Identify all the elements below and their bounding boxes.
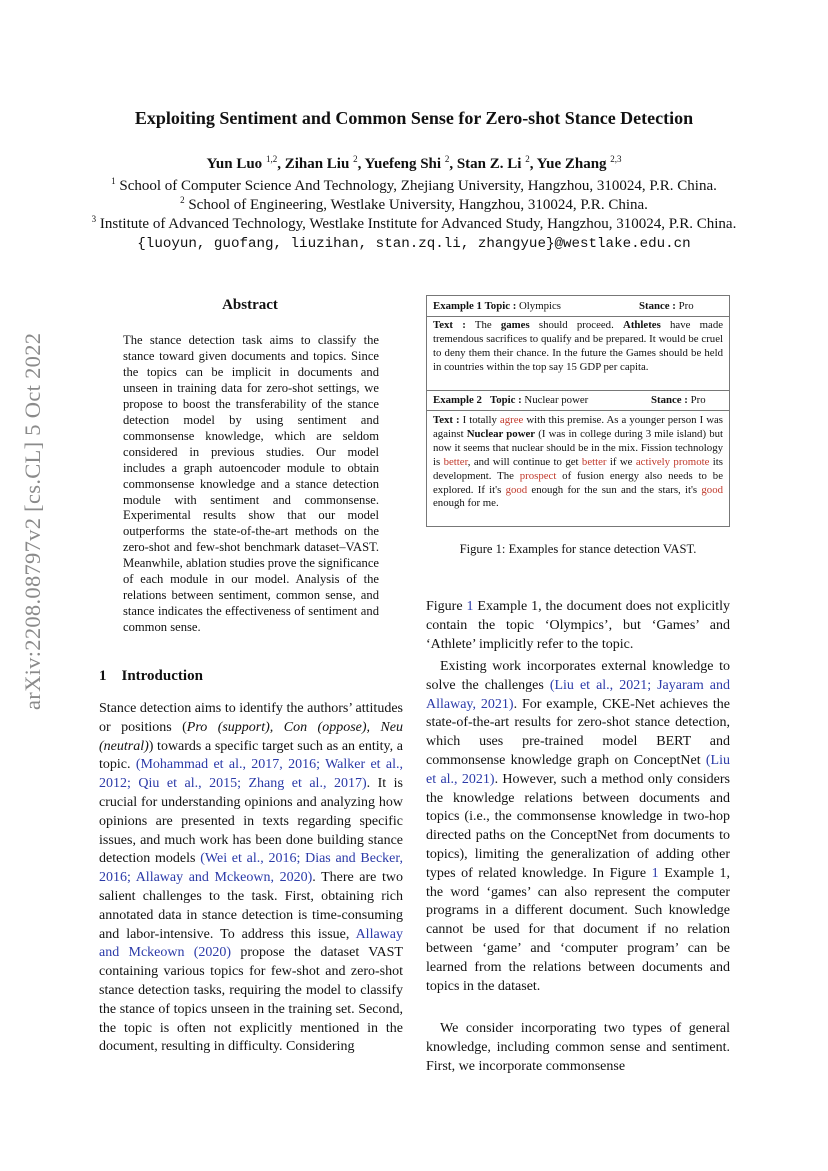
intro-paragraph: [426, 1020, 730, 1076]
text-run: its development. The: [433, 455, 723, 482]
author-emails: {luoyun, guofang, liuzihan, stan.zq.li, zhangyue}@westlake.edu.cn: [137, 236, 691, 252]
citation-link[interactable]: (Liu et al., 2021): [426, 752, 730, 787]
text-run: if we: [606, 455, 636, 468]
stance-label: Stance :: [651, 394, 688, 406]
sentiment-word: better: [443, 455, 468, 468]
citation-link[interactable]: (Wei et al., 2016; Dias and Becker, 2016; Allaway and Mckeown, 2020): [99, 851, 403, 886]
citation-link[interactable]: 1: [466, 599, 474, 614]
text-run: enough for me.: [433, 497, 499, 510]
keyword: Athletes: [623, 319, 661, 331]
author-affil-sup: 2,3: [610, 154, 622, 164]
example-label: Example 1: [433, 300, 482, 312]
example-divider: [427, 410, 729, 411]
author-name: Stan Z. Li: [456, 156, 522, 172]
stance-value: Pro: [678, 300, 694, 312]
intro-paragraph: [99, 700, 403, 1057]
text-run: I totally: [459, 414, 500, 426]
text-run: propose the dataset VAST containing various topics for few-shot and zero-shot stance detection tasks, requiring the model to classify the stance of topics unseen in the training set. Second, the topic is often not explicitly mentioned in the document, resulting in difficulty. Considering: [99, 945, 403, 1055]
example-header: [433, 394, 723, 408]
author-affil-sup: 2: [444, 154, 450, 164]
citation-link[interactable]: (Liu et al., 2021; Jayaram and Allaway, 2021): [426, 677, 730, 712]
text-run: . For example, CKE-Net achieves the state-of-the-art results for zero-shot stance detection, which uses pre-trained model BERT and commonsense knowledge graph on ConceptNet: [426, 696, 730, 768]
citation-link[interactable]: 1: [651, 865, 659, 881]
example-header: [433, 300, 723, 314]
example-text: [433, 319, 723, 375]
affiliation-text: School of Computer Science And Technology, Zhejiang University, Hangzhou, 310024, P.R. China.: [119, 178, 717, 194]
abstract-heading: Abstract: [222, 297, 278, 313]
example-divider: [427, 316, 729, 317]
text-run: ) towards a specific target such as an entity, a topic.: [99, 738, 403, 773]
sentiment-word: better: [581, 455, 607, 468]
text-run: with this premise. As a younger person I was against: [433, 414, 723, 440]
affiliation-number: 2: [180, 195, 185, 205]
text-run: . It is crucial for understanding opinions and analyzing how opinions are presented in texts regarding specific issues, and much work has been done building stance detection models: [99, 776, 403, 867]
text-run: have made tremendous sacrifices to qualify and be prepared. It would be cruel to deny them their chance. In the future the Games should be held in countries within the top say 15 GDP per capita.: [433, 319, 724, 373]
affiliation: [0, 176, 828, 195]
abstract-text: The stance detection task aims to classify the stance toward given documents and topics. Since the topics can be implicit in documents and unseen in training data for zero-shot settings, we propose to boost the transferability of the stance detection model by using sentiment and commonsense knowledge, which are seldom considered in previous studies. Our model includes a graph autoencoder module to obtain commonsense knowledge and a stance detection module with sentiment and commonsense. Experimental results show that our model outperforms the state-of-the-art methods on the zero-shot and few-shot benchmark dataset–VAST. Meanwhile, ablation studies prove the significance of each module in our model. Analysis of the relations between sentiment, common sense, and stance indicates the effectiveness of sentiment and common sense.: [123, 333, 379, 635]
text-label: Text :: [433, 414, 460, 426]
sentiment-word: good: [505, 483, 528, 496]
figure-caption: Figure 1: Examples for stance detection VAST.: [459, 542, 697, 556]
text-run: Example 1, the document does not explicitly contain the topic ‘Olympics’, but ‘Games’ and ‘Athlete’ implicitly refer to the topic.: [426, 599, 730, 652]
text-run: . However, such a method only considers the knowledge relations between documents and topics (i.e., the commonsense knowledge in two-hop directed paths on the ConceptNet from documents to topics), limiting the generalization of adding other types of related knowledge. In Figure: [426, 771, 730, 881]
text-run: enough for the sun and the stars, it's: [527, 483, 702, 496]
text-run: should proceed.: [529, 319, 624, 331]
text-run: Pro (support), Con (oppose), Neu (neutral): [99, 719, 404, 754]
section-heading: [99, 668, 203, 685]
example-label: Example 2: [433, 394, 482, 406]
author-affil-sup: 1,2: [265, 154, 278, 164]
author-list: Yun Luo $^{1,2}$, Zihan Liu $^2$, Yuefeng Shi $^2$, Stan Z. Li $^2$, Yue Zhang $^{2,3}$: [206, 154, 622, 172]
sentiment-word: good: [701, 483, 723, 496]
keyword: Nuclear power: [466, 427, 536, 440]
arxiv-sidebar: [20, 332, 60, 750]
keyword: games: [500, 319, 530, 331]
citation-link[interactable]: Allaway and Mckeown (2020): [99, 926, 403, 961]
example-body: [433, 414, 723, 509]
text-run: Example 1, the word ‘games’ can also represent the computer programs in a different document. Such knowledge cannot be used for that document if no relation between ‘game’ and ‘computer program’ can be learned from the relations between documents and topics in the dataset.: [426, 865, 730, 994]
citation-link[interactable]: (Mohammad et al., 2017, 2016; Walker et al., 2012; Qiu et al., 2015; Zhang et al., 2017): [99, 757, 403, 792]
author-name: Zihan Liu: [284, 156, 350, 172]
affiliation-text: School of Engineering, Westlake University, Hangzhou, 310024, P.R. China.: [188, 197, 648, 213]
example-divider: [427, 390, 729, 391]
author-affil-sup: 2: [525, 154, 530, 164]
text-run: We consider incorporating two types of general knowledge, including common sense and sentiment. First, we incorporate commonsense: [426, 1021, 730, 1074]
stance-label: Stance :: [639, 300, 676, 312]
sentiment-word: actively promote: [635, 455, 710, 468]
sentiment-word: agree: [499, 414, 524, 426]
topic-value: Olympics: [519, 300, 561, 312]
author-affil-sup: 2: [353, 154, 358, 164]
topic-label: Topic :: [490, 394, 522, 406]
paper-title: Exploiting Sentiment and Common Sense for Zero-shot Stance Detection: [134, 108, 694, 128]
section-title: Introduction: [121, 668, 203, 684]
text-run: The: [465, 319, 501, 331]
author-name: Yue Zhang: [536, 156, 607, 172]
affiliation-text: Institute of Advanced Technology, Westlake Institute for Advanced Study, Hangzhou, 310024, P.R. China.: [99, 216, 737, 232]
example-body: [433, 319, 723, 373]
text-run: , and will continue to get: [467, 455, 582, 468]
section-number: 1: [99, 668, 107, 684]
affiliation-number: 1: [111, 176, 116, 186]
affiliation: [0, 195, 828, 214]
text-label: Text :: [433, 319, 466, 331]
author-name: Yun Luo: [206, 156, 263, 172]
text-run: Stance detection aims to identify the authors’ attitudes or positions (: [99, 701, 403, 735]
intro-paragraph: [426, 598, 730, 654]
affiliation: [0, 214, 828, 233]
stance-value: Pro: [690, 394, 706, 406]
topic-value: Nuclear power: [524, 394, 589, 406]
author-name: Yuefeng Shi: [364, 156, 442, 172]
example-text: [433, 414, 723, 511]
text-run: of fusion energy also needs to be explored. If it's: [433, 469, 723, 496]
text-run: (I was in college during 3 mile island) but now it seems that nuclear should be in the mix. Fission technology is: [433, 427, 723, 468]
figure-examples-box: [426, 295, 730, 527]
text-run: Existing work incorporates external knowledge to solve the challenges: [426, 659, 730, 693]
affiliation-number: 3: [91, 214, 97, 224]
intro-paragraph: [426, 658, 730, 996]
text-run: . There are two salient challenges to the task. First, obtaining rich annotated data in stance detection is time-consuming and labor-intensive. To address this issue,: [99, 870, 403, 942]
sentiment-word: prospect: [519, 469, 557, 482]
topic-label: Topic :: [484, 300, 517, 312]
arxiv-identifier: arXiv:2208.08797v2 [cs.CL] 5 Oct 2022: [20, 332, 45, 710]
text-run: Figure: [426, 599, 467, 614]
